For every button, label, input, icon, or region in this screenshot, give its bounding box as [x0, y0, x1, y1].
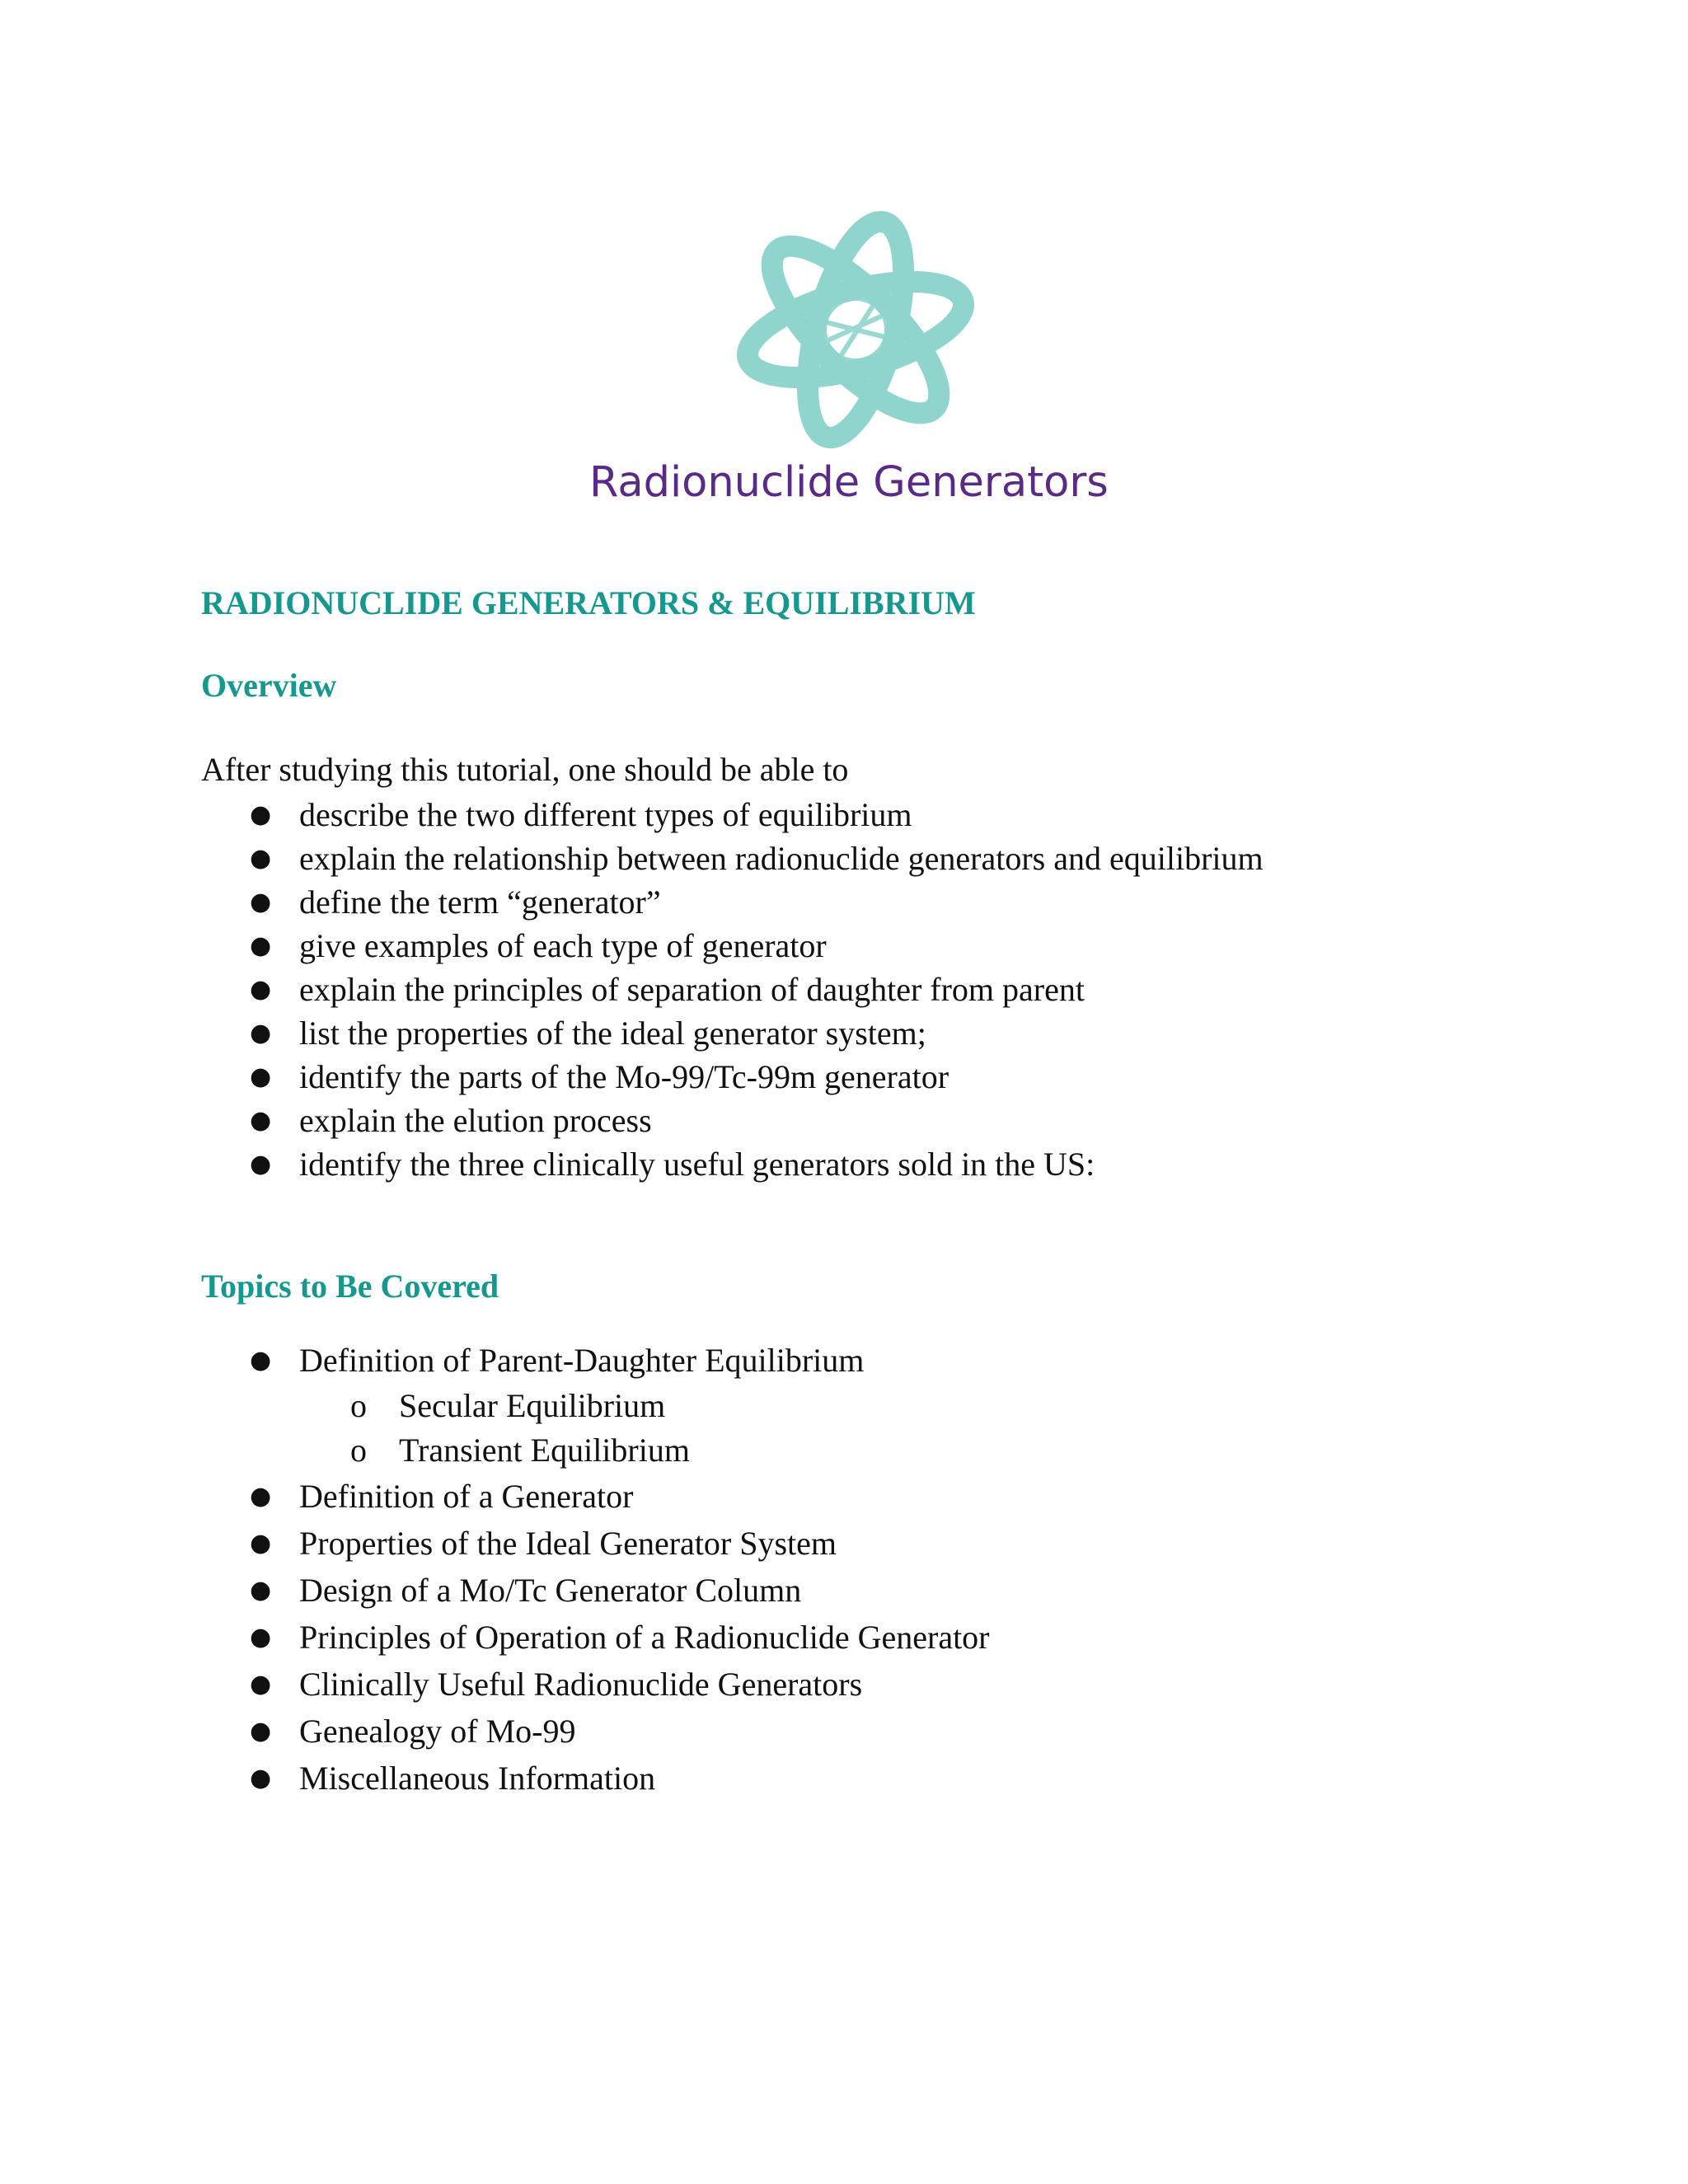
list-item: [0, 1708, 990, 1755]
bullet-icon: ●: [250, 1346, 272, 1375]
list-item-text: define the term “generator”: [299, 883, 661, 921]
list-item-text: identify the parts of the Mo-99/Tc-99m generator: [299, 1058, 950, 1095]
bullet-icon: ●: [250, 800, 272, 829]
list-item: [0, 1661, 990, 1708]
list-item: [0, 880, 1264, 924]
list-item-text: list the properties of the ideal generator system;: [299, 1015, 926, 1052]
list-item: [0, 1011, 1264, 1055]
list-item: [0, 1520, 990, 1567]
list-item: [0, 1755, 990, 1802]
list-item: [0, 1567, 990, 1614]
bullet-icon: ●: [250, 1019, 272, 1047]
list-item: [0, 1337, 990, 1384]
bullet-icon: ●: [250, 1062, 272, 1091]
sub-list-item: [0, 1384, 990, 1428]
list-item-text: Transient Equilibrium: [399, 1432, 690, 1469]
bullet-icon: ●: [250, 1529, 272, 1558]
topics-list: [0, 1337, 990, 1802]
list-item-text: explain the relationship between radionuclide generators and equilibrium: [299, 840, 1264, 877]
bullet-icon: ●: [250, 844, 272, 873]
overview-intro: After studying this tutorial, one should be able to: [201, 751, 849, 788]
bullet-icon: ●: [250, 1150, 272, 1179]
list-item-text: explain the elution process: [299, 1102, 652, 1139]
bullet-icon: ●: [250, 931, 272, 960]
list-item: [0, 968, 1264, 1011]
page-title: RADIONUCLIDE GENERATORS & EQUILIBRIUM: [201, 584, 976, 621]
list-item-text: Secular Equilibrium: [399, 1387, 666, 1424]
list-item: [0, 1055, 1264, 1099]
list-item-text: explain the principles of separation of daughter from parent: [299, 971, 1085, 1008]
topics-heading: Topics to Be Covered: [201, 1268, 499, 1305]
list-item-text: Miscellaneous Information: [299, 1760, 656, 1797]
overview-heading: Overview: [201, 667, 337, 704]
atom-orbit-icon: [732, 206, 979, 453]
circle-bullet-icon: o: [350, 1432, 367, 1469]
list-item-text: Design of a Mo/Tc Generator Column: [299, 1572, 802, 1609]
list-item-text: Definition of Parent-Daughter Equilibrium: [299, 1342, 865, 1379]
bullet-icon: ●: [250, 975, 272, 1004]
list-item: [0, 1473, 990, 1520]
list-item-text: Clinically Useful Radionuclide Generators: [299, 1666, 863, 1703]
list-item-text: Definition of a Generator: [299, 1478, 634, 1515]
logo: [0, 206, 1688, 519]
list-item: [0, 793, 1264, 837]
bullet-icon: ●: [250, 888, 272, 916]
bullet-icon: ●: [250, 1576, 272, 1605]
list-item-text: give examples of each type of generator: [299, 927, 827, 964]
list-item: [0, 1142, 1264, 1186]
list-item-text: identify the three clinically useful generators sold in the US:: [299, 1146, 1095, 1183]
bullet-icon: ●: [250, 1623, 272, 1652]
list-item-text: Genealogy of Mo-99: [299, 1713, 576, 1750]
bullet-icon: ●: [250, 1717, 272, 1746]
bullet-icon: ●: [250, 1482, 272, 1511]
list-item-text: Principles of Operation of a Radionuclide Generator: [299, 1619, 990, 1656]
bullet-icon: ●: [250, 1764, 272, 1793]
bullet-icon: ●: [250, 1106, 272, 1135]
list-item: [0, 837, 1264, 880]
list-item: [0, 924, 1264, 968]
circle-bullet-icon: o: [350, 1387, 367, 1424]
objectives-list: [0, 793, 1264, 1186]
list-item-text: describe the two different types of equilibrium: [299, 796, 912, 833]
list-item-text: Properties of the Ideal Generator System: [299, 1525, 837, 1562]
list-item: [0, 1099, 1264, 1142]
bullet-icon: ●: [250, 1670, 272, 1699]
list-item: [0, 1614, 990, 1661]
logo-text: Radionuclide Generators: [589, 458, 1109, 507]
sub-list-item: [0, 1428, 990, 1473]
